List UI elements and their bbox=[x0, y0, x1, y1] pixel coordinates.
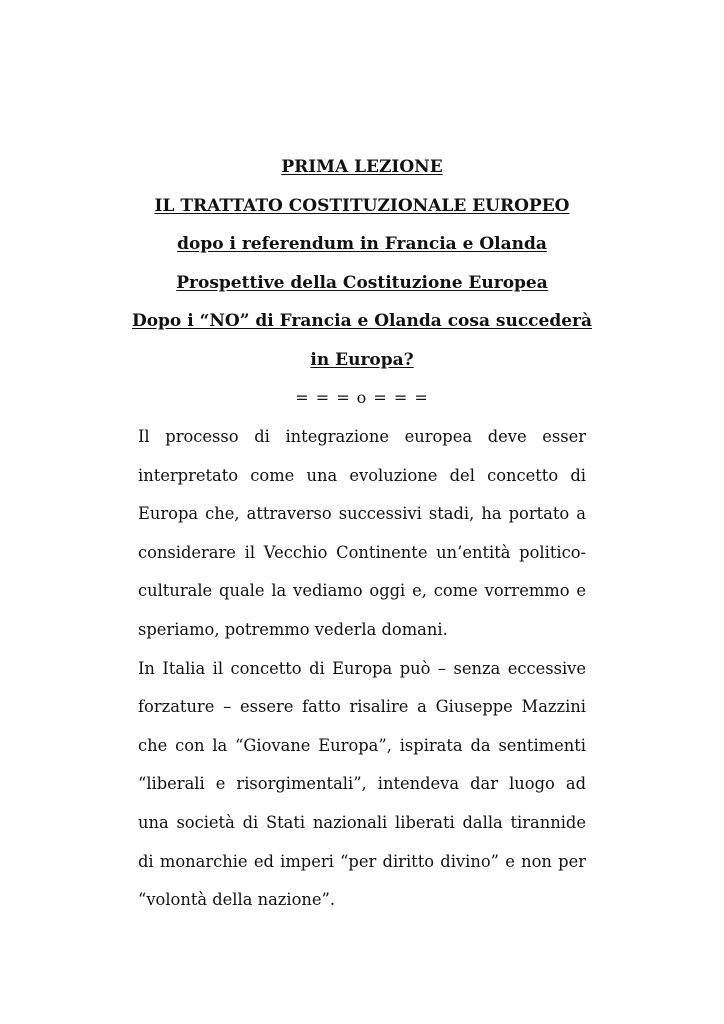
heading-block bbox=[120, 148, 604, 417]
paragraph-integration: Il processo di integrazione europea deve esser interpretato come una evoluzione del concetto di Europa che, attraverso successivi stadi, ha portato a considerare il Vecchio Continente un’entità politico-culturale quale la vediamo oggi e, come vorremmo e speriamo, potremmo vederla domani. bbox=[138, 427, 586, 639]
referendum-subtitle: dopo i referendum in Francia e Olanda bbox=[177, 234, 547, 254]
treaty-title: IL TRATTATO COSTITUZIONALE EUROPEO bbox=[154, 195, 570, 216]
lesson-title: PRIMA LEZIONE bbox=[281, 157, 443, 177]
section-separator: = = = o = = = bbox=[295, 388, 429, 407]
perspectives-subtitle: Prospettive della Costituzione Europea bbox=[176, 272, 548, 293]
question-subtitle: Dopo i “NO” di Francia e Olanda cosa succederà in Europa? bbox=[131, 311, 593, 370]
paragraph-mazzini: In Italia il concetto di Europa può – senza eccessive forzature – essere fatto risalire a Giuseppe Mazzini che con la “Giovane Europa”, ispirata da sentimenti “liberali e risorgimentali”, intendeva dar luogo ad una società di Stati nazionali liberati dalla tirannide di monarchie ed imperi “per diritto divino” e non per “volontà della nazione”. bbox=[138, 658, 586, 910]
body-text bbox=[138, 418, 586, 920]
